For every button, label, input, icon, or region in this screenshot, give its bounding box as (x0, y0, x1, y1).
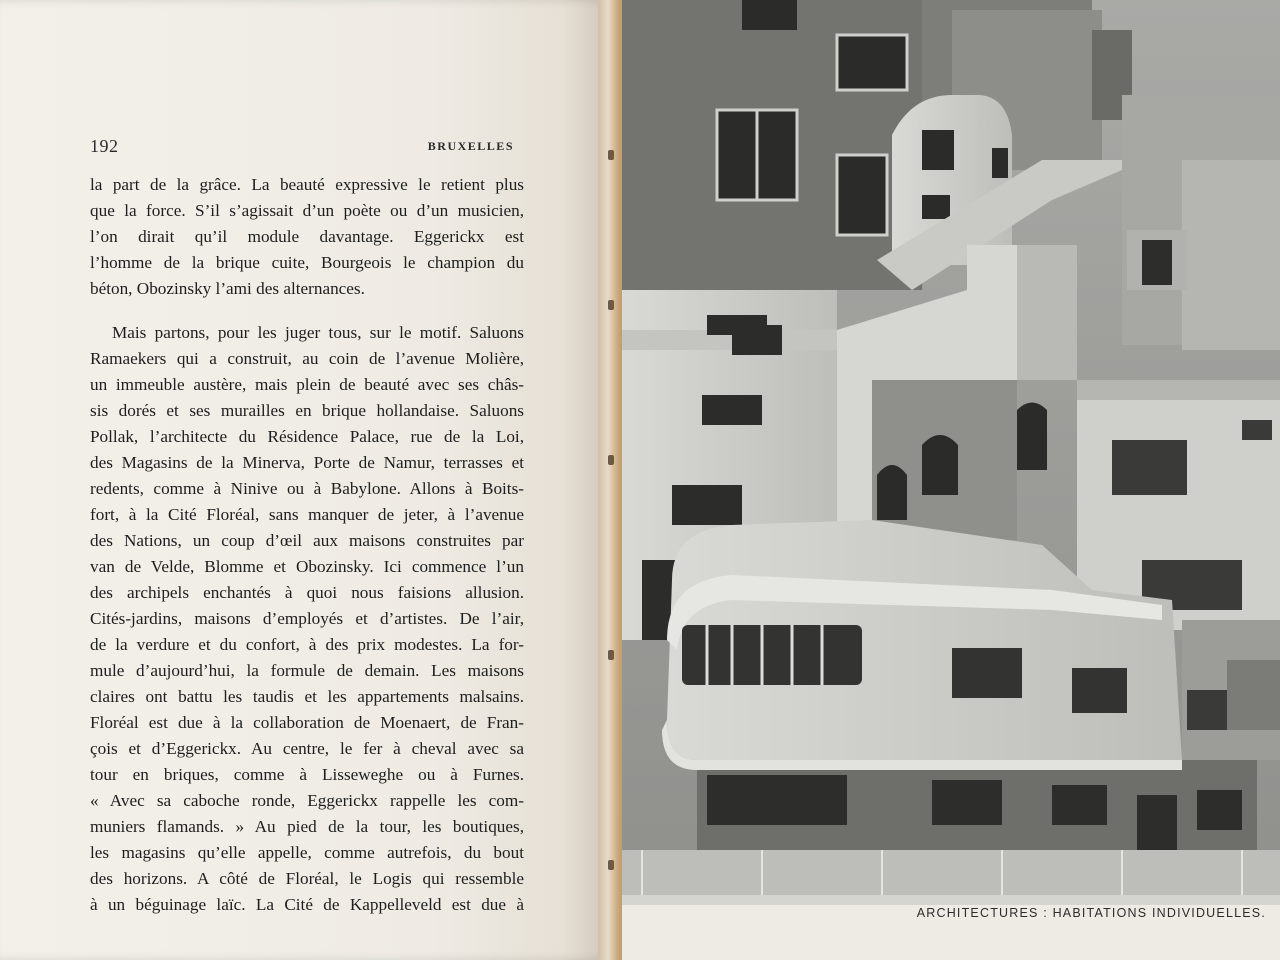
binding-stitch (608, 300, 614, 310)
text-line: Ramaekers qui a construit, au coin de l’avenue Molière, (90, 349, 524, 368)
text-line: l’homme de la brique cuite, Bourgeois le champion du (90, 253, 524, 272)
text-line: un immeuble austère, mais plein de beauté avec ses châs- (90, 375, 524, 394)
text-line: des horizons. A côté de Floréal, le Logis qui ressemble (90, 869, 524, 888)
text-line: des Magasins de la Minerva, Porte de Namur, terrasses et (90, 453, 524, 472)
text-line: Pollak, l’architecte du Résidence Palace, rue de la Loi, (90, 427, 524, 446)
running-head: BRUXELLES (427, 139, 514, 153)
binding-stitch (608, 455, 614, 465)
text-line: béton, Obozinsky l’ami des alternances. (90, 279, 365, 298)
text-line: redents, comme à Ninive ou à Babylone. Allons à Boits- (90, 479, 524, 498)
text-line: l’on dirait qu’il module davantage. Eggerickx est (90, 227, 524, 246)
text-line: des archipels enchantés à quoi nous faisions allusion. (90, 583, 524, 602)
text-line: à un béguinage laïc. La Cité de Kappelleveld est due à (90, 895, 524, 914)
text-line: tour en briques, comme à Lisseweghe ou à Furnes. (90, 765, 524, 784)
text-line: « Avec sa caboche ronde, Eggerickx rappelle les com- (90, 791, 524, 810)
architecture-photograph (622, 0, 1280, 905)
text-line: mule d’aujourd’hui, la formule de demain. Les maisons (90, 661, 524, 680)
text-line: sis dorés et ses murailles en brique hollandaise. Saluons (90, 401, 524, 420)
paragraph-gap (90, 302, 524, 320)
page-number: 192 (90, 136, 119, 156)
binding-stitch (608, 860, 614, 870)
text-line: la part de la grâce. La beauté expressive le retient plus (90, 175, 524, 194)
left-page (0, 0, 612, 960)
text-line: muniers flamands. » Au pied de la tour, les boutiques, (90, 817, 524, 836)
binding-stitch (608, 650, 614, 660)
photo-caption: ARCHITECTURES : HABITATIONS INDIVIDUELLES. (916, 906, 1266, 920)
text-line: de la verdure et du confort, à des prix modestes. La for- (90, 635, 524, 654)
text-line: claires ont battu les taudis et les appartements malsains. (90, 687, 524, 706)
text-line: Mais partons, pour les juger tous, sur le motif. Saluons (112, 323, 524, 342)
text-line: des Nations, un coup d’œil aux maisons construites par (90, 531, 524, 550)
text-line: Floréal est due à la collaboration de Moenaert, de Fran- (90, 713, 524, 732)
text-line: çois et d’Eggerickx. Au centre, le fer à cheval avec sa (90, 739, 524, 758)
text-line: que la force. S’il s’agissait d’un poète ou d’un musicien, (90, 201, 524, 220)
text-line: Cités-jardins, maisons d’employés et d’artistes. De l’air, (90, 609, 524, 628)
body-text (90, 172, 524, 918)
binding-stitch (608, 150, 614, 160)
paragraph-2 (90, 320, 524, 918)
page-header (90, 136, 514, 160)
text-line: les magasins qu’elle appelle, comme autrefois, du bout (90, 843, 524, 862)
text-line: fort, à la Cité Floréal, sans manquer de jeter, à l’avenue (90, 505, 524, 524)
text-line: van de Velde, Blomme et Obozinsky. Ici commence l’un (90, 557, 524, 576)
paragraph-1 (90, 172, 524, 302)
